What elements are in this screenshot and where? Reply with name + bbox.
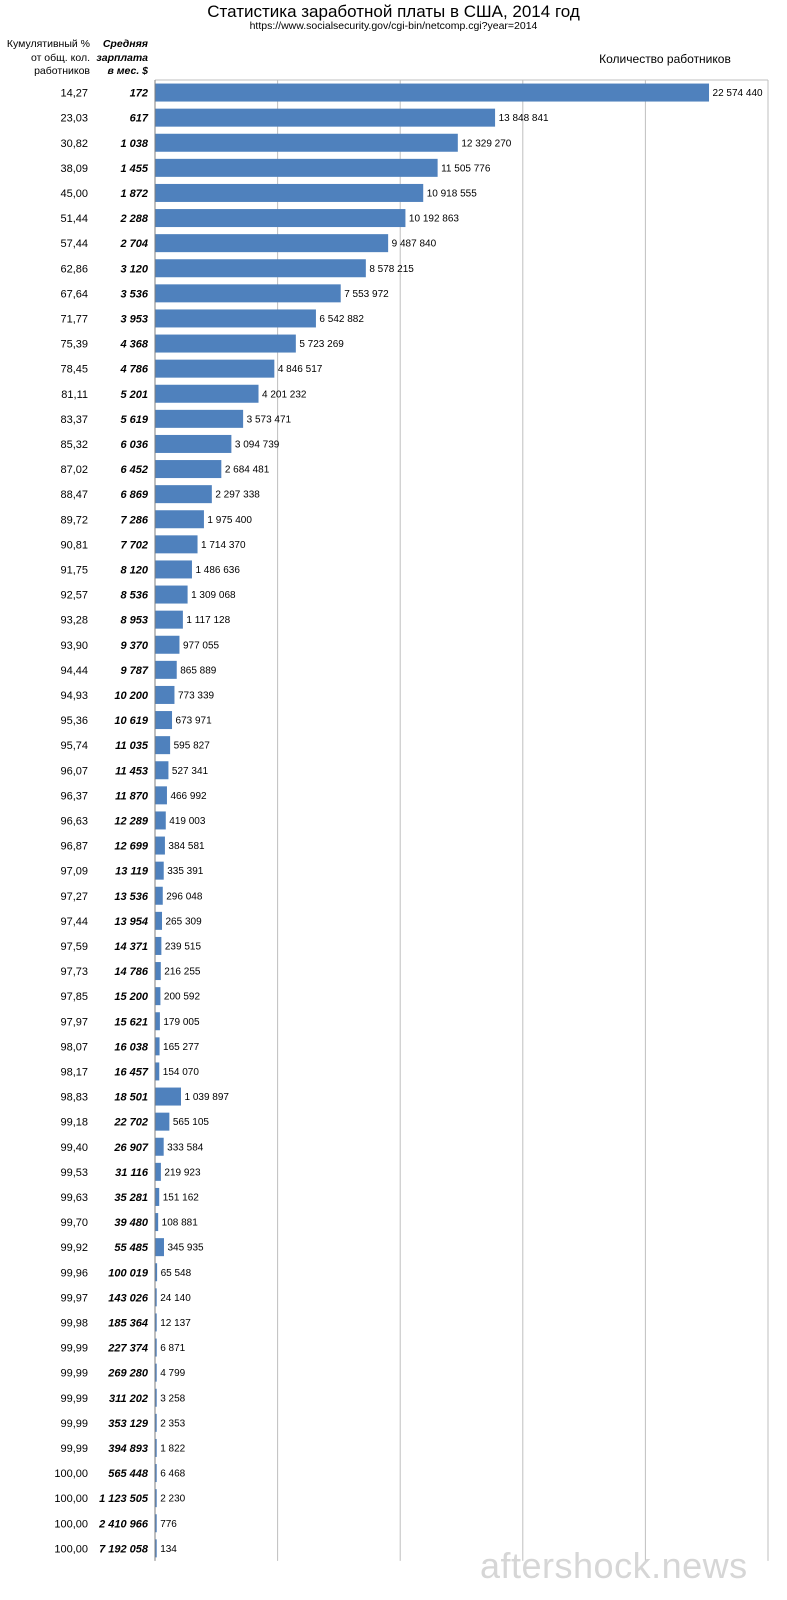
bar xyxy=(156,1012,160,1030)
salary-column-header: Средняя зарплата в мес. $ xyxy=(96,38,148,77)
bar-value-label: 977 055 xyxy=(182,640,220,652)
bar xyxy=(156,1288,157,1306)
salary-label: 6 036 xyxy=(120,438,148,451)
bar xyxy=(156,259,366,277)
bar-value-label: 154 070 xyxy=(162,1066,199,1078)
bar-value-label: 12 329 270 xyxy=(461,138,512,150)
bar xyxy=(156,360,275,378)
bar xyxy=(156,209,406,227)
salary-label: 7 286 xyxy=(120,514,148,527)
bar xyxy=(156,1414,157,1432)
bar-value-label: 11 505 776 xyxy=(441,163,491,175)
salary-label: 3 120 xyxy=(120,263,148,276)
cumulative-percent-label: 95,74 xyxy=(60,740,88,753)
bar xyxy=(156,837,165,855)
cumulative-percent-label: 99,96 xyxy=(60,1267,88,1280)
bar-value-label: 8 578 215 xyxy=(369,263,414,275)
bar xyxy=(156,535,198,553)
salary-label: 11 870 xyxy=(115,790,148,803)
cumulative-percent-label: 85,32 xyxy=(60,438,88,451)
bar xyxy=(156,786,167,804)
cumulative-percent-label: 71,77 xyxy=(60,313,88,326)
cumulative-percent-label: 100,00 xyxy=(54,1493,88,1506)
cumulative-percent-label: 99,63 xyxy=(60,1191,88,1204)
bar xyxy=(156,1514,157,1532)
bar-value-label: 7 553 972 xyxy=(344,288,389,300)
bar-value-label: 773 339 xyxy=(177,690,215,702)
salary-label: 16 038 xyxy=(114,1041,148,1054)
bar xyxy=(156,560,192,578)
cumulative-percent-label: 88,47 xyxy=(60,489,88,502)
salary-label: 8 536 xyxy=(120,589,148,602)
salary-label: 1 872 xyxy=(120,187,148,200)
chart-title: Статистика заработной платы в США, 2014 год xyxy=(207,2,580,21)
salary-label: 7 702 xyxy=(120,539,148,552)
bar xyxy=(156,761,169,779)
cumulative-percent-label: 97,27 xyxy=(60,890,88,903)
bar-value-label: 1 117 128 xyxy=(186,615,231,627)
cumulative-percent-label: 99,53 xyxy=(60,1166,88,1179)
salary-label: 13 536 xyxy=(114,890,148,903)
bar-value-label: 9 487 840 xyxy=(391,238,437,250)
salary-label: 394 893 xyxy=(108,1442,148,1455)
salary-label: 3 953 xyxy=(120,313,148,326)
bar-value-label: 3 094 739 xyxy=(234,439,280,451)
bar xyxy=(156,1389,157,1407)
bar xyxy=(156,1062,160,1080)
salary-label: 3 536 xyxy=(120,288,148,301)
bar xyxy=(156,1088,181,1106)
bar-value-label: 345 935 xyxy=(167,1242,204,1254)
bar xyxy=(156,1489,157,1507)
bar xyxy=(156,234,389,252)
bar-value-label: 22 574 440 xyxy=(712,88,763,100)
bar-value-label: 466 992 xyxy=(170,790,207,802)
bar-value-label: 65 548 xyxy=(160,1267,192,1279)
cumulative-percent-label: 97,85 xyxy=(60,991,88,1004)
bar xyxy=(156,1238,164,1256)
salary-label: 227 374 xyxy=(108,1342,148,1355)
salary-label: 14 371 xyxy=(114,940,148,953)
bar xyxy=(156,862,164,880)
bar-value-label: 6 468 xyxy=(160,1468,186,1480)
bar-value-label: 151 162 xyxy=(162,1192,199,1204)
cumulative-percent-label: 75,39 xyxy=(60,338,88,351)
bar-value-label: 2 353 xyxy=(160,1418,186,1430)
bar-value-label: 335 391 xyxy=(167,866,204,878)
bar xyxy=(156,962,161,980)
salary-label: 617 xyxy=(129,112,148,125)
salary-label: 10 619 xyxy=(114,715,148,728)
salary-label: 11 035 xyxy=(115,740,148,753)
bar-value-label: 565 105 xyxy=(172,1117,210,1129)
salary-label: 2 410 966 xyxy=(99,1518,148,1531)
bar xyxy=(156,686,175,704)
cumulative-percent-label: 23,03 xyxy=(60,112,88,125)
salary-label: 1 038 xyxy=(120,137,148,150)
cumulative-percent-label: 93,90 xyxy=(60,639,88,652)
salary-label: 55 485 xyxy=(114,1242,148,1255)
cumulative-percent-label: 99,40 xyxy=(60,1141,88,1154)
bar-value-label: 3 573 471 xyxy=(246,414,292,426)
bar-value-label: 4 846 517 xyxy=(277,364,323,376)
cumulative-percent-label: 45,00 xyxy=(60,187,88,200)
salary-label: 172 xyxy=(129,87,148,100)
cumulative-percent-label: 99,99 xyxy=(60,1417,88,1430)
bar-value-label: 4 201 232 xyxy=(262,389,307,401)
bar xyxy=(156,611,183,629)
bar-value-label: 200 592 xyxy=(163,991,201,1003)
cumulative-column-header: Кумулятивный % от общ. кол. работников xyxy=(6,38,90,77)
salary-label: 12 699 xyxy=(114,840,148,853)
salary-label: 5 201 xyxy=(120,388,148,401)
bar-value-label: 419 003 xyxy=(169,815,206,827)
x-axis-title: Количество работников xyxy=(599,52,731,66)
salary-label: 4 368 xyxy=(120,338,148,351)
bar xyxy=(156,1113,170,1131)
salary-label: 143 026 xyxy=(108,1292,148,1305)
bar xyxy=(156,636,180,654)
cumulative-percent-label: 89,72 xyxy=(60,514,88,527)
cumulative-percent-label: 99,99 xyxy=(60,1442,88,1455)
salary-label: 15 200 xyxy=(114,991,148,1004)
bar-value-label: 10 192 863 xyxy=(408,213,459,225)
bar-value-label: 2 230 xyxy=(160,1493,186,1505)
cumulative-percent-label: 99,97 xyxy=(60,1292,88,1305)
bar xyxy=(156,1163,161,1181)
cumulative-percent-label: 51,44 xyxy=(60,213,88,226)
cumulative-percent-label: 38,09 xyxy=(60,162,88,175)
cumulative-percent-label: 99,92 xyxy=(60,1242,88,1255)
salary-label: 311 202 xyxy=(109,1392,148,1405)
bar xyxy=(156,184,424,202)
bar-value-label: 265 309 xyxy=(165,916,202,928)
bar xyxy=(156,284,341,302)
cumulative-percent-label: 96,87 xyxy=(60,840,88,853)
cumulative-percent-label: 96,07 xyxy=(60,765,88,778)
bar xyxy=(156,711,173,729)
salary-label: 6 452 xyxy=(120,464,148,477)
bar-value-label: 3 258 xyxy=(160,1393,186,1405)
cumulative-percent-label: 97,73 xyxy=(60,966,88,979)
salary-label: 9 787 xyxy=(120,664,148,677)
bar xyxy=(156,485,212,503)
salary-label: 12 289 xyxy=(114,815,148,828)
bar xyxy=(156,309,316,327)
cumulative-percent-label: 14,27 xyxy=(60,87,88,100)
salary-label: 31 116 xyxy=(115,1166,148,1179)
bar xyxy=(156,1339,157,1357)
bar-value-label: 12 137 xyxy=(160,1317,191,1329)
bar xyxy=(156,1313,157,1331)
cumulative-percent-label: 94,44 xyxy=(60,664,88,677)
cumulative-percent-label: 96,37 xyxy=(60,790,88,803)
salary-label: 8 120 xyxy=(120,564,148,577)
bar-value-label: 219 923 xyxy=(164,1167,201,1179)
bar xyxy=(156,134,458,152)
cumulative-percent-label: 100,00 xyxy=(54,1543,88,1556)
salary-label: 6 869 xyxy=(120,489,148,502)
cumulative-percent-label: 57,44 xyxy=(60,238,88,251)
bar xyxy=(156,937,162,955)
cumulative-percent-label: 81,11 xyxy=(61,388,88,401)
cumulative-percent-label: 99,99 xyxy=(60,1342,88,1355)
cumulative-percent-label: 98,83 xyxy=(60,1091,88,1104)
bar xyxy=(156,811,166,829)
cumulative-percent-label: 78,45 xyxy=(60,363,88,376)
bar-value-label: 1 486 636 xyxy=(195,564,240,576)
bar xyxy=(156,887,163,905)
salary-label: 2 704 xyxy=(120,238,148,251)
bar-value-label: 296 048 xyxy=(166,891,203,903)
cumulative-percent-label: 95,36 xyxy=(60,715,88,728)
cumulative-percent-label: 97,44 xyxy=(60,915,88,928)
bar-value-label: 1 309 068 xyxy=(191,590,236,602)
cumulative-percent-label: 97,09 xyxy=(60,865,88,878)
bar-value-label: 13 848 841 xyxy=(498,113,549,125)
salary-label: 2 288 xyxy=(120,213,148,226)
cumulative-percent-label: 87,02 xyxy=(60,464,88,477)
bar-value-label: 5 723 269 xyxy=(299,339,344,351)
salary-label: 14 786 xyxy=(114,966,148,979)
bar-value-label: 865 889 xyxy=(180,665,217,677)
bar-value-label: 134 xyxy=(160,1543,177,1555)
cumulative-percent-label: 99,99 xyxy=(60,1367,88,1380)
bar-value-label: 6 542 882 xyxy=(319,313,364,325)
bar xyxy=(156,912,163,930)
cumulative-percent-label: 99,99 xyxy=(60,1392,88,1405)
cumulative-percent-label: 96,63 xyxy=(60,815,88,828)
bar-value-label: 108 881 xyxy=(161,1217,198,1229)
bar-value-label: 333 584 xyxy=(167,1142,204,1154)
salary-label: 16 457 xyxy=(114,1066,148,1079)
bar-value-label: 4 799 xyxy=(160,1368,186,1380)
cumulative-percent-label: 94,93 xyxy=(60,689,88,702)
cumulative-percent-label: 30,82 xyxy=(60,137,88,150)
bar xyxy=(156,109,496,127)
bar xyxy=(156,1364,157,1382)
salary-label: 1 455 xyxy=(120,162,148,175)
salary-label: 35 281 xyxy=(114,1191,148,1204)
bar xyxy=(156,1037,160,1055)
cumulative-percent-label: 98,07 xyxy=(60,1041,88,1054)
watermark: aftershock.news xyxy=(480,1545,748,1586)
salary-label: 26 907 xyxy=(114,1141,148,1154)
bar-value-label: 384 581 xyxy=(168,841,205,853)
cumulative-percent-label: 93,28 xyxy=(60,614,88,627)
cumulative-percent-label: 92,57 xyxy=(60,589,88,602)
bar-value-label: 179 005 xyxy=(163,1016,200,1028)
bar-value-label: 1 975 400 xyxy=(207,514,252,526)
salary-label: 269 280 xyxy=(108,1367,148,1380)
bar xyxy=(156,1138,164,1156)
bar xyxy=(156,159,438,177)
cumulative-percent-label: 97,97 xyxy=(60,1016,88,1029)
bar xyxy=(156,987,161,1005)
bar-value-label: 595 827 xyxy=(173,740,210,752)
bar xyxy=(156,335,296,353)
bar-value-label: 1 039 897 xyxy=(184,1092,229,1104)
salary-label: 185 364 xyxy=(108,1317,148,1330)
cumulative-percent-label: 83,37 xyxy=(60,413,88,426)
bar xyxy=(156,460,222,478)
bar-value-label: 2 684 481 xyxy=(224,464,270,476)
bar xyxy=(156,661,177,679)
bar xyxy=(156,1464,157,1482)
cumulative-percent-label: 100,00 xyxy=(54,1518,88,1531)
bar-value-label: 1 714 370 xyxy=(201,539,246,551)
cumulative-percent-label: 99,98 xyxy=(60,1317,88,1330)
salary-label: 15 621 xyxy=(114,1016,148,1029)
bar-value-label: 1 822 xyxy=(160,1443,186,1455)
salary-label: 39 480 xyxy=(114,1217,148,1230)
bar-value-label: 6 871 xyxy=(160,1343,186,1355)
bar-value-label: 527 341 xyxy=(171,765,209,777)
salary-label: 353 129 xyxy=(108,1417,148,1430)
cumulative-percent-label: 99,18 xyxy=(60,1116,88,1129)
bar-value-label: 10 918 555 xyxy=(426,188,477,200)
bar-value-label: 24 140 xyxy=(160,1292,191,1304)
bar-value-label: 673 971 xyxy=(175,715,212,727)
cumulative-percent-label: 62,86 xyxy=(60,263,88,276)
bar xyxy=(156,736,171,754)
bar xyxy=(156,385,259,403)
cumulative-percent-label: 91,75 xyxy=(60,564,88,577)
bar-value-label: 165 277 xyxy=(163,1041,200,1053)
bar-value-label: 239 515 xyxy=(164,941,202,953)
bar xyxy=(156,1213,159,1231)
cumulative-percent-label: 99,70 xyxy=(60,1217,88,1230)
salary-label: 7 192 058 xyxy=(99,1543,148,1556)
salary-label: 565 448 xyxy=(108,1468,148,1481)
bar xyxy=(156,1539,157,1557)
salary-label: 13 119 xyxy=(115,865,148,878)
bar-value-label: 216 255 xyxy=(164,966,201,978)
salary-label: 8 953 xyxy=(120,614,148,627)
bar-value-label: 776 xyxy=(160,1518,177,1530)
salary-label: 4 786 xyxy=(120,363,148,376)
source-url: https://www.socialsecurity.gov/cgi-bin/netcomp.cgi?year=2014 xyxy=(249,20,538,32)
cumulative-percent-label: 100,00 xyxy=(54,1468,88,1481)
salary-label: 13 954 xyxy=(114,915,148,928)
bar xyxy=(156,435,232,453)
salary-label: 5 619 xyxy=(120,413,148,426)
salary-label: 22 702 xyxy=(114,1116,148,1129)
bar xyxy=(156,586,188,604)
bar xyxy=(156,410,244,428)
salary-label: 11 453 xyxy=(115,765,148,778)
bar xyxy=(156,1188,160,1206)
bar xyxy=(156,1439,157,1457)
salary-label: 18 501 xyxy=(114,1091,148,1104)
bar xyxy=(156,510,204,528)
salary-label: 9 370 xyxy=(120,639,148,652)
bar xyxy=(156,84,710,102)
salary-label: 100 019 xyxy=(108,1267,148,1280)
cumulative-percent-label: 67,64 xyxy=(60,288,88,301)
cumulative-percent-label: 97,59 xyxy=(60,940,88,953)
cumulative-percent-label: 98,17 xyxy=(60,1066,88,1079)
cumulative-percent-label: 90,81 xyxy=(60,539,88,552)
bar-value-label: 2 297 338 xyxy=(215,489,260,501)
salary-label: 10 200 xyxy=(114,689,148,702)
bar xyxy=(156,1263,158,1281)
salary-label: 1 123 505 xyxy=(99,1493,148,1506)
